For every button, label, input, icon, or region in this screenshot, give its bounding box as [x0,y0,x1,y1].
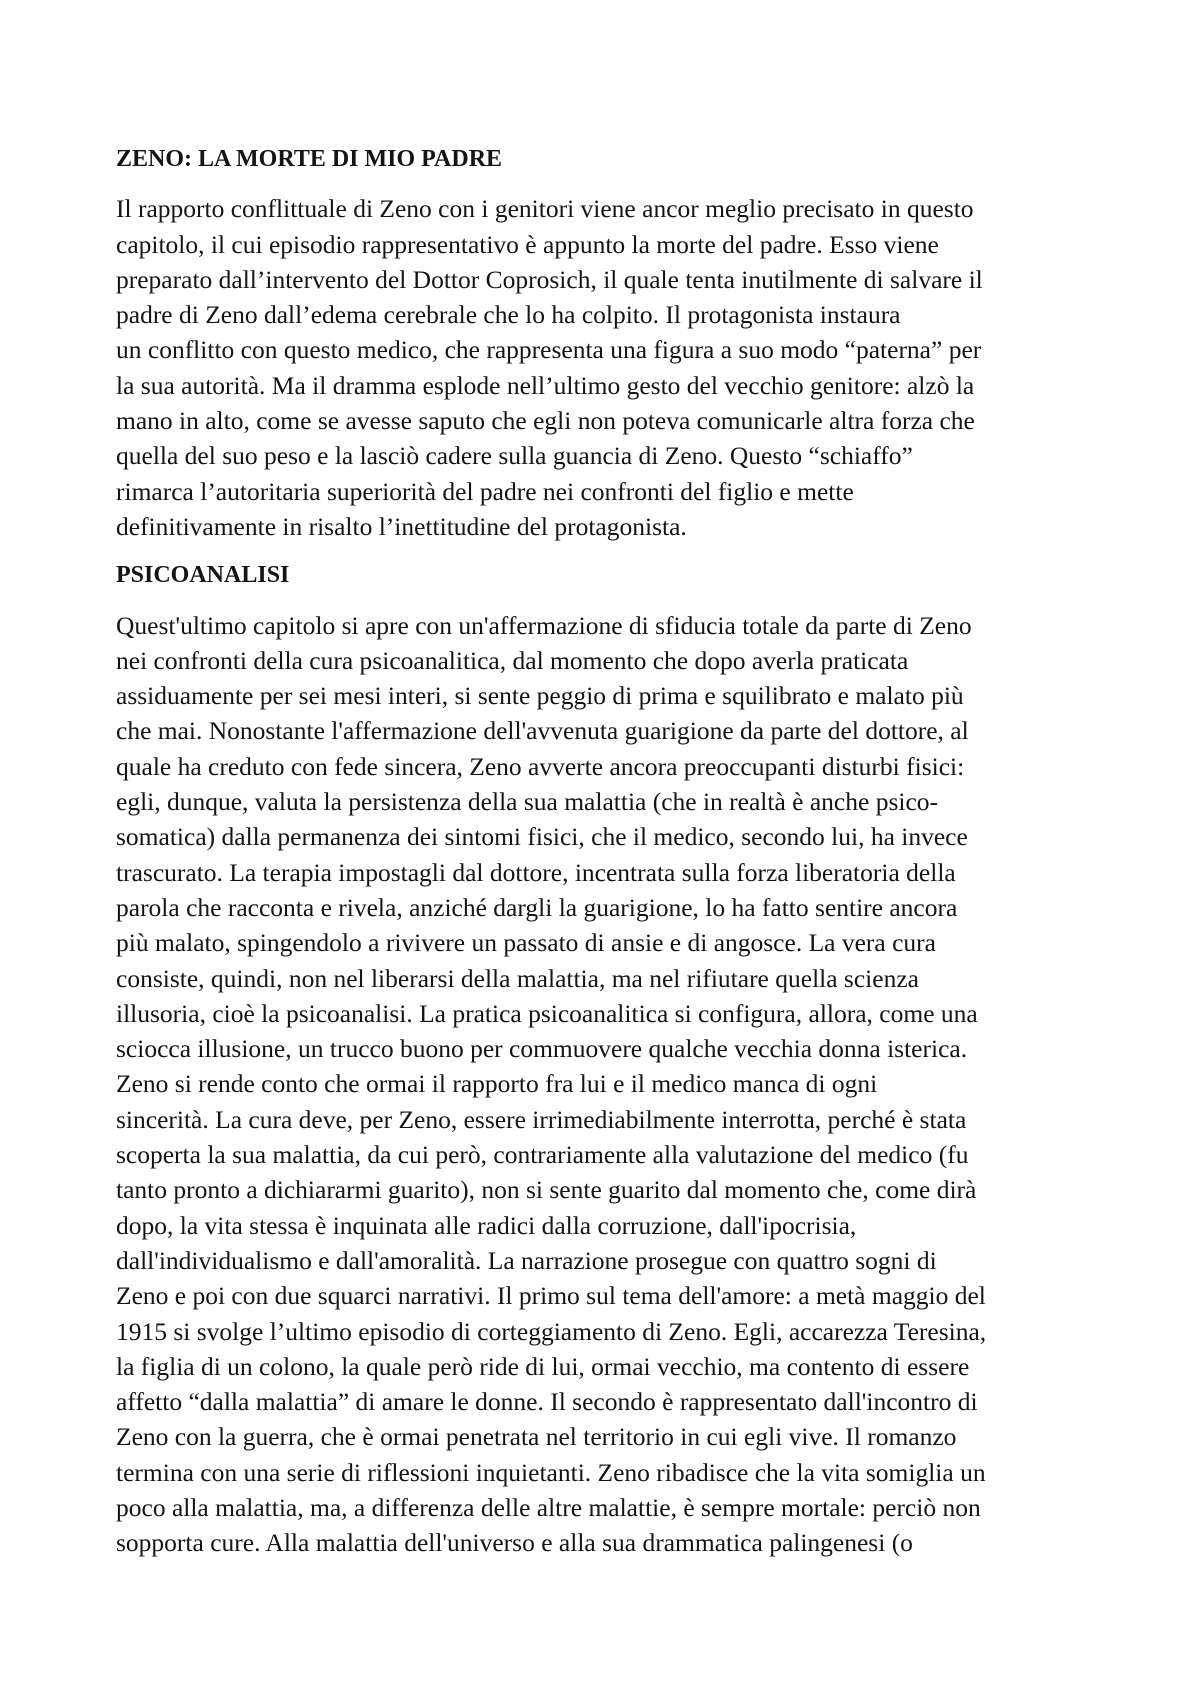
text-line: dall'individualismo e dall'amoralità. La narrazione prosegue con quattro sogni di [116,1245,937,1275]
section-title-psicoanalisi: PSICOANALISI [116,562,290,589]
text-line: sciocca illusione, un trucco buono per commuovere qualche vecchia donna isterica. [116,1034,968,1064]
text-line: tanto pronto a dichiararmi guarito), non si sente guarito dal momento che, come dirà [116,1175,977,1205]
text-line: un conflitto con questo medico, che rappresenta una figura a suo modo “paterna” per [116,335,982,365]
text-line: definitivamente in risalto l’inettitudine del protagonista. [116,511,687,541]
text-line: preparato dall’intervento del Dottor Coprosich, il quale tenta inutilmente di salvare il [116,264,983,294]
text-line: termina con una serie di riflessioni inquietanti. Zeno ribadisce che la vita somiglia un [116,1457,986,1487]
text-line: più malato, spingendolo a rivivere un passato di ansie e di angosce. La vera cura [116,928,936,958]
text-line: scoperta la sua malattia, da cui però, contrariamente alla valutazione del medico (fu [116,1140,969,1170]
text-line: consiste, quindi, non nel liberarsi della malattia, ma nel rifiutare quella scienza [116,963,919,993]
text-line: Zeno si rende conto che ormai il rapporto fra lui e il medico manca di ogni [116,1069,878,1099]
text-line: mano in alto, come se avesse saputo che egli non poteva comunicarle altra forza che [116,406,975,436]
text-line: padre di Zeno dall’edema cerebrale che lo ha colpito. Il protagonista instaura [116,300,901,330]
text-line: 1915 si svolge l’ultimo episodio di corteggiamento di Zeno. Egli, accarezza Teresina, [116,1316,987,1346]
text-line: illusoria, cioè la psicoanalisi. La pratica psicoanalitica si configura, allora, come una [116,998,978,1028]
text-line: che mai. Nonostante l'affermazione dell'avvenuta guarigione da parte del dottore, al [116,716,969,746]
text-line: poco alla malattia, ma, a differenza delle altre malattie, è sempre mortale: perciò non [116,1492,981,1522]
text-line: somatica) dalla permanenza dei sintomi fisici, che il medico, secondo lui, ha invece [116,822,968,852]
text-line: sincerità. La cura deve, per Zeno, essere irrimediabilmente interrotta, perché è stata [116,1104,967,1134]
text-line: quale ha creduto con fede sincera, Zeno avverte ancora preoccupanti disturbi fisici: [116,751,965,781]
text-line: Quest'ultimo capitolo si apre con un'affermazione di sfiducia totale da parte di Zeno [116,610,972,640]
text-line: capitolo, il cui episodio rappresentativo è appunto la morte del padre. Esso viene [116,229,939,259]
paragraph-psicoanalisi [116,608,1091,1561]
text-line: Il rapporto conflittuale di Zeno con i genitori viene ancor meglio precisato in questo [116,194,974,224]
text-line: dopo, la vita stessa è inquinata alle radici dalla corruzione, dall'ipocrisia, [116,1210,857,1240]
text-line: Zeno e poi con due squarci narrativi. Il primo sul tema dell'amore: a metà maggio del [116,1281,986,1311]
text-line: rimarca l’autoritaria superiorità del padre nei confronti del figlio e mette [116,476,854,506]
text-line: affetto “dalla malattia” di amare le donne. Il secondo è rappresentato dall'incontro di [116,1387,978,1417]
text-line: assiduamente per sei mesi interi, si sente peggio di prima e squilibrato e malato più [116,681,964,711]
text-line: la figlia di un colono, la quale però ride di lui, ormai vecchio, ma contento di essere [116,1351,970,1381]
document-body [116,142,1091,1561]
text-line: la sua autorità. Ma il dramma esplode nell’ultimo gesto del vecchio genitore: alzò la [116,370,975,400]
text-line: trascurato. La terapia impostagli dal dottore, incentrata sulla forza liberatoria della [116,857,956,887]
text-line: nei confronti della cura psicoanalitica, dal momento che dopo averla praticata [116,645,909,675]
text-line: parola che racconta e rivela, anziché dargli la guarigione, lo ha fatto sentire ancora [116,892,958,922]
paragraph-morte-padre [116,191,1091,544]
section-title-morte-padre: ZENO: LA MORTE DI MIO PADRE [116,146,503,172]
text-line: egli, dunque, valuta la persistenza della sua malattia (che in realtà è anche psico- [116,787,939,817]
text-line: quella del suo peso e la lasciò cadere sulla guancia di Zeno. Questo “schiaffo” [116,441,913,471]
text-line: Zeno con la guerra, che è ormai penetrata nel territorio in cui egli vive. Il romanzo [116,1422,957,1452]
text-line: sopporta cure. Alla malattia dell'universo e alla sua drammatica palingenesi (o [116,1528,913,1558]
